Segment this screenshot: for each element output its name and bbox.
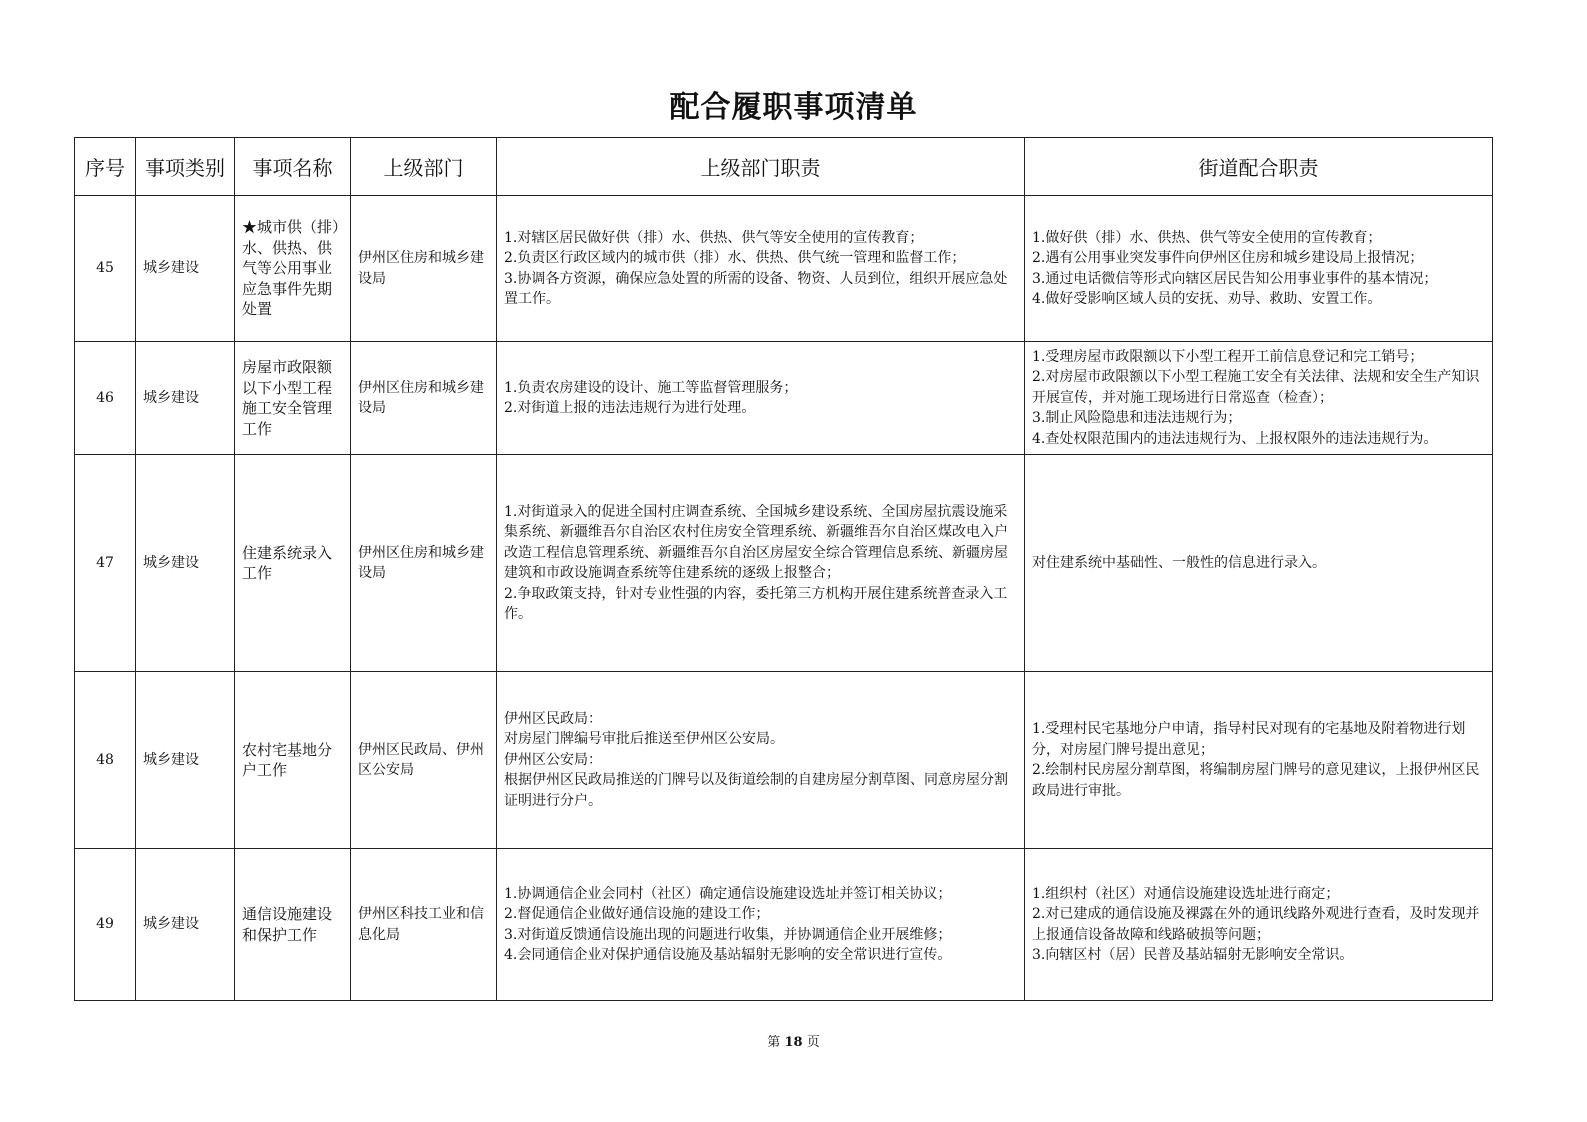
page-number: 18: [784, 1035, 803, 1050]
table-row: [75, 342, 1493, 455]
row-number: 49: [75, 849, 136, 1001]
duty-line: 3.协调各方资源，确保应急处置的所需的设备、物资、人员到位，组织开展应急处置工作。: [504, 270, 1008, 307]
duty-line: 1.对辖区居民做好供（排）水、供热、供气等安全使用的宣传教育；: [504, 229, 924, 246]
street-line: 3.通过电话微信等形式向辖区居民告知公用事业事件的基本情况；: [1032, 270, 1438, 287]
row-street-duties: [1025, 342, 1493, 455]
header-number: 序号: [75, 138, 136, 196]
row-superior-dept: 伊州区住房和城乡建设局: [351, 455, 497, 672]
row-item-name: 住建系统录入工作: [235, 455, 351, 672]
street-line: 1.做好供（排）水、供热、供气等安全使用的宣传教育；: [1032, 229, 1382, 246]
row-dept-duties: [497, 672, 1025, 849]
duty-line: 2.对街道上报的违法违规行为进行处理。: [504, 400, 756, 416]
duty-line: 1.负责农房建设的设计、施工等监督管理服务；: [504, 379, 798, 396]
table-row: [75, 849, 1493, 1001]
row-dept-duties: [497, 849, 1025, 1001]
table-row: [75, 455, 1493, 672]
duty-line: 伊州区公安局：: [504, 751, 602, 768]
row-street-duties: [1025, 455, 1493, 672]
duty-line: 4.会同通信企业对保护通信设施及基站辐射无影响的安全常识进行宣传。: [504, 947, 952, 963]
row-item-name: 房屋市政限额以下小型工程施工安全管理工作: [235, 342, 351, 455]
row-number: 45: [75, 196, 136, 342]
street-line: 4.做好受影响区域人员的安抚、劝导、救助、安置工作。: [1032, 291, 1382, 307]
row-category: 城乡建设: [136, 672, 235, 849]
page-prefix: 第: [767, 1035, 781, 1050]
header-superior-dept: 上级部门: [351, 138, 497, 196]
street-line: 对住建系统中基础性、一般性的信息进行录入。: [1032, 554, 1326, 571]
street-line: 3.制止风险隐患和违法违规行为；: [1032, 410, 1242, 427]
row-street-duties: [1025, 672, 1493, 849]
street-line: 2.对房屋市政限额以下小型工程施工安全有关法律、法规和安全生产知识开展宣传，并对施工现场进行日常巡查（检查）；: [1032, 369, 1480, 406]
duty-line: 2.负责区行政区域内的城市供（排）水、供热、供气统一管理和监督工作；: [504, 250, 966, 266]
header-dept-duties: 上级部门职责: [497, 138, 1025, 196]
row-item-name: 农村宅基地分户工作: [235, 672, 351, 849]
row-superior-dept: 伊州区住房和城乡建设局: [351, 196, 497, 342]
row-item-name: ★城市供（排）水、供热、供气等公用事业应急事件先期处置: [235, 196, 351, 342]
street-line: 2.绘制村民房屋分割草图，将编制房屋门牌号的意见建议，上报伊州区民政局进行审批。: [1032, 762, 1480, 799]
duty-list-table: [74, 137, 1493, 1001]
row-dept-duties: [497, 196, 1025, 342]
row-number: 47: [75, 455, 136, 672]
row-category: 城乡建设: [136, 196, 235, 342]
duty-line: 对房屋门牌编号审批后推送至伊州区公安局。: [504, 731, 784, 748]
row-number: 48: [75, 672, 136, 849]
duty-line: 3.对街道反馈通信设施出现的问题进行收集，并协调通信企业开展维修；: [504, 926, 952, 943]
row-superior-dept: 伊州区民政局、伊州区公安局: [351, 672, 497, 849]
header-row: [75, 138, 1493, 196]
row-dept-duties: [497, 342, 1025, 455]
duty-line: 伊州区民政局：: [504, 710, 602, 727]
row-dept-duties: [497, 455, 1025, 672]
table-row: [75, 196, 1493, 342]
header-street-duties: 街道配合职责: [1025, 138, 1493, 196]
street-line: 1.组织村（社区）对通信设施建设选址进行商定；: [1032, 885, 1340, 902]
street-line: 2.遇有公用事业突发事件向伊州区住房和城乡建设局上报情况；: [1032, 250, 1424, 266]
page-footer: [0, 1031, 1587, 1050]
page-suffix: 页: [806, 1035, 820, 1050]
header-category: 事项类别: [136, 138, 235, 196]
street-line: 1.受理房屋市政限额以下小型工程开工前信息登记和完工销号；: [1032, 348, 1424, 365]
row-superior-dept: 伊州区科技工业和信息化局: [351, 849, 497, 1001]
street-line: 1.受理村民宅基地分户申请，指导村民对现有的宅基地及附着物进行划分，对房屋门牌号提出意见；: [1032, 721, 1466, 758]
header-item-name: 事项名称: [235, 138, 351, 196]
row-item-name: 通信设施建设和保护工作: [235, 849, 351, 1001]
row-category: 城乡建设: [136, 455, 235, 672]
row-category: 城乡建设: [136, 849, 235, 1001]
row-street-duties: [1025, 849, 1493, 1001]
street-line: 3.向辖区村（居）民普及基站辐射无影响安全常识。: [1032, 947, 1354, 963]
table-row: [75, 672, 1493, 849]
page-title: 配合履职事项清单: [669, 90, 918, 125]
street-line: 4.查处权限范围内的违法违规行为、上报权限外的违法违规行为。: [1032, 430, 1438, 447]
row-street-duties: [1025, 196, 1493, 342]
row-number: 46: [75, 342, 136, 455]
row-superior-dept: 伊州区住房和城乡建设局: [351, 342, 497, 455]
street-line: 2.对已建成的通信设施及裸露在外的通讯线路外观进行查看，及时发现并上报通信设备故障和线路破损等问题；: [1032, 906, 1480, 943]
duty-line: 2.争取政策支持，针对专业性强的内容，委托第三方机构开展住建系统普查录入工作。: [504, 585, 1008, 622]
duty-line: 1.协调通信企业会同村（社区）确定通信设施建设选址并签订相关协议；: [504, 885, 952, 902]
duty-line: 2.督促通信企业做好通信设施的建设工作；: [504, 906, 770, 922]
row-category: 城乡建设: [136, 342, 235, 455]
duty-line: 1.对街道录入的促进全国村庄调查系统、全国城乡建设系统、全国房屋抗震设施采集系统、新疆维吾尔自治区农村住房安全管理系统、新疆维吾尔自治区煤改电入户改造工程信息管理系统、新疆维吾尔自治区房屋安全综合管理信息系统、新疆房屋建筑和市政设施调查系统等住建系统的逐级上报整合；: [504, 503, 1008, 581]
duty-line: 根据伊州区民政局推送的门牌号以及街道绘制的自建房屋分割草图、同意房屋分割证明进行分户。: [504, 772, 1008, 809]
